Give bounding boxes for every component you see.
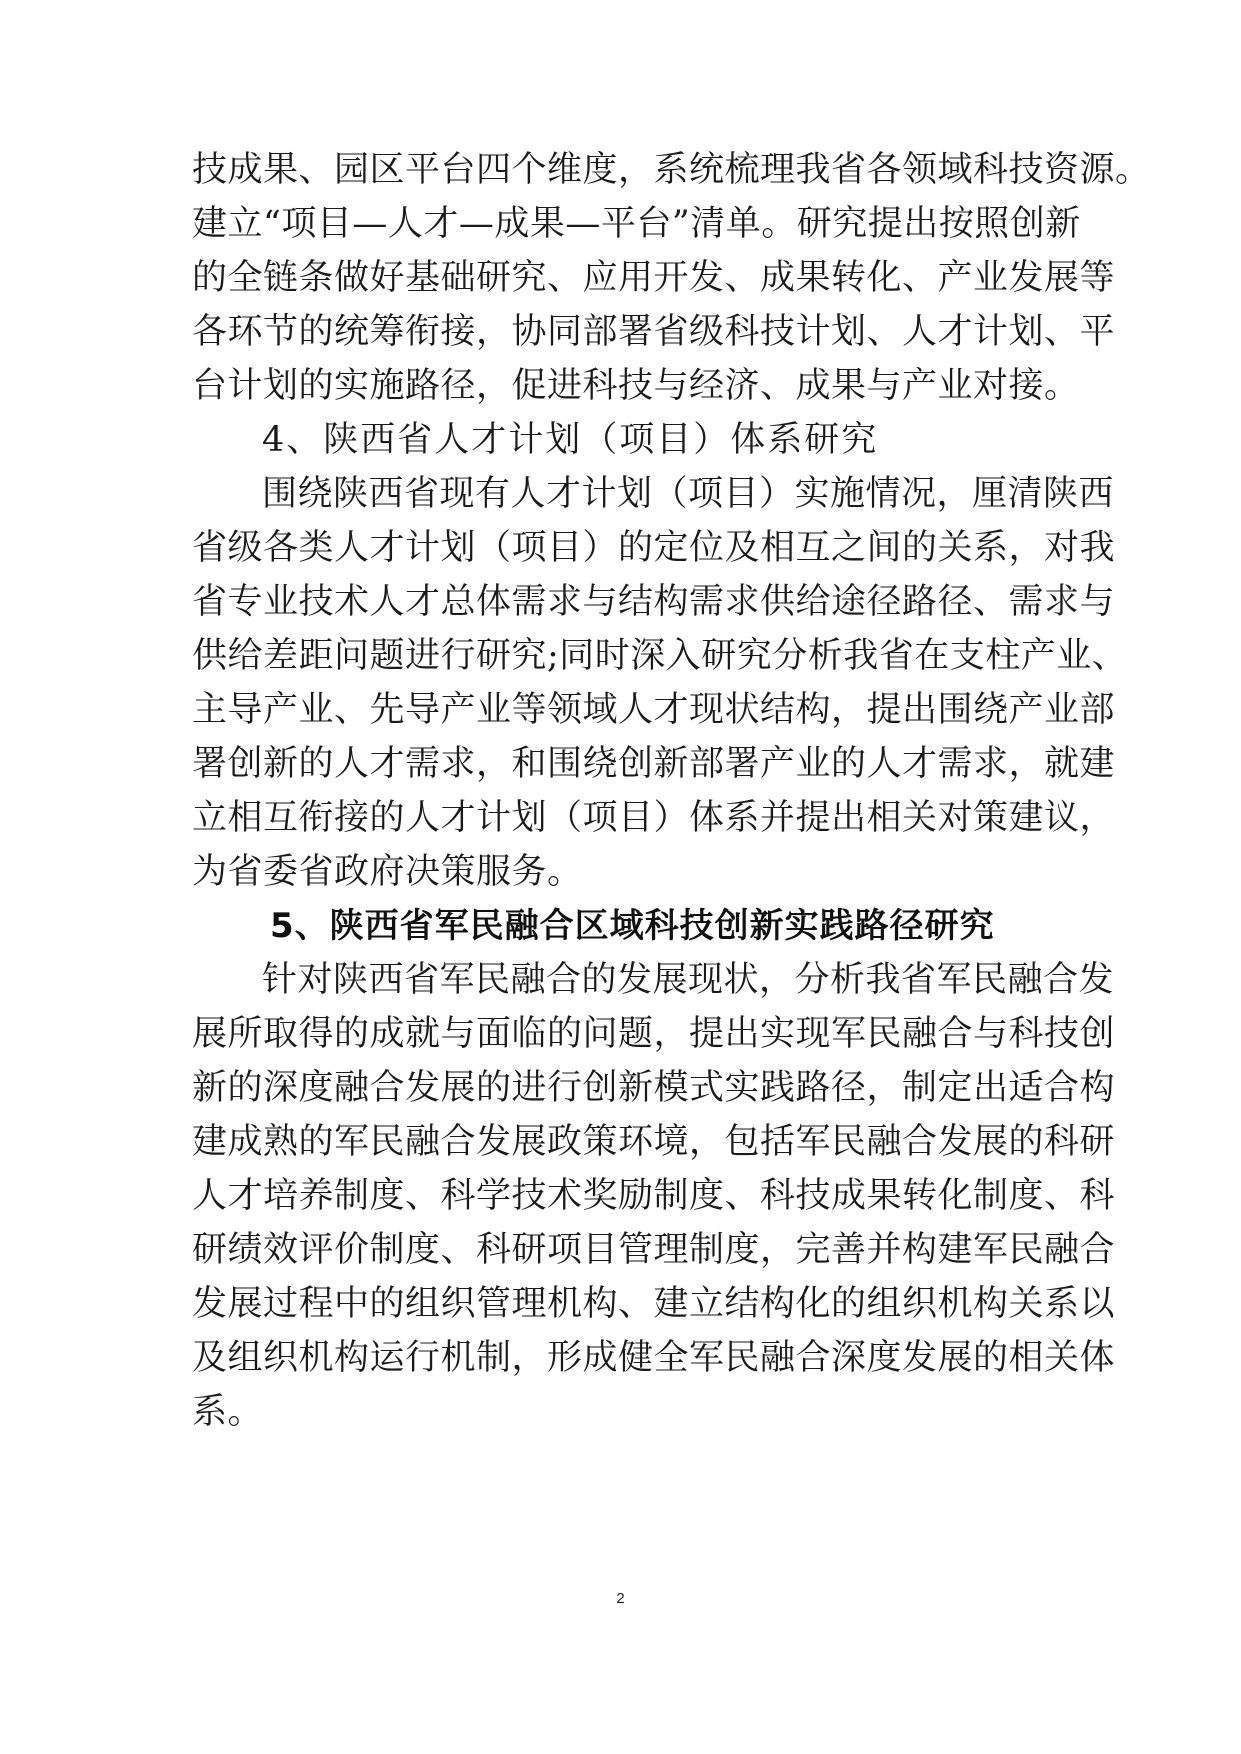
paragraph-3-line: 人才培养制度、科学技术奖励制度、科技成果转化制度、科 — [192, 1176, 1116, 1216]
paragraph-3-line: 系。 — [192, 1392, 264, 1432]
page-number: 2 — [616, 1590, 625, 1607]
paragraph-3-line: 针对陕西省军民融合的发展现状，分析我省军民融合发 — [262, 960, 1115, 1000]
paragraph-2-line: 省级各类人才计划（项目）的定位及相互之间的关系，对我 — [192, 528, 1116, 568]
section-heading-5: 5、陕西省军民融合区域科技创新实践路径研究 — [270, 906, 995, 946]
paragraph-2-line: 供给差距问题进行研究;同时深入研究分析我省在支柱产业、 — [192, 636, 1128, 676]
paragraph-2-line: 署创新的人才需求，和围绕创新部署产业的人才需求，就建 — [192, 744, 1116, 784]
paragraph-1-line: 台计划的实施路径，促进科技与经济、成果与产业对接。 — [192, 366, 1080, 406]
paragraph-3-line: 建成熟的军民融合发展政策环境，包括军民融合发展的科研 — [192, 1122, 1116, 1162]
section-heading-4: 4、陕西省人才计划（项目）体系研究 — [262, 420, 879, 460]
paragraph-1-line: 建立“项目—人才—成果—平台”清单。研究提出按照创新 — [192, 204, 1081, 244]
paragraph-1-line: 技成果、园区平台四个维度，系统梳理我省各领域科技资源。 — [192, 150, 1151, 190]
paragraph-2-line: 立相互衔接的人才计划（项目）体系并提出相关对策建议， — [192, 798, 1116, 838]
paragraph-1-line: 各环节的统筹衔接，协同部署省级科技计划、人才计划、平 — [192, 312, 1116, 352]
paragraph-3-line: 发展过程中的组织管理机构、建立结构化的组织机构关系以 — [192, 1284, 1116, 1324]
paragraph-3-line: 展所取得的成就与面临的问题，提出实现军民融合与科技创 — [192, 1014, 1116, 1054]
paragraph-2-line: 主导产业、先导产业等领域人才现状结构，提出围绕产业部 — [192, 690, 1116, 730]
paragraph-2-line: 围绕陕西省现有人才计划（项目）实施情况，厘清陕西 — [262, 474, 1115, 514]
paragraph-2-line: 省专业技术人才总体需求与结构需求供给途径路径、需求与 — [192, 582, 1116, 622]
paragraph-1-line: 的全链条做好基础研究、应用开发、成果转化、产业发展等 — [192, 258, 1116, 298]
paragraph-3-line: 及组织机构运行机制，形成健全军民融合深度发展的相关体 — [192, 1338, 1116, 1378]
paragraph-3-line: 新的深度融合发展的进行创新模式实践路径，制定出适合构 — [192, 1068, 1116, 1108]
paragraph-2-line: 为省委省政府决策服务。 — [192, 852, 583, 892]
paragraph-3-line: 研绩效评价制度、科研项目管理制度，完善并构建军民融合 — [192, 1230, 1116, 1270]
